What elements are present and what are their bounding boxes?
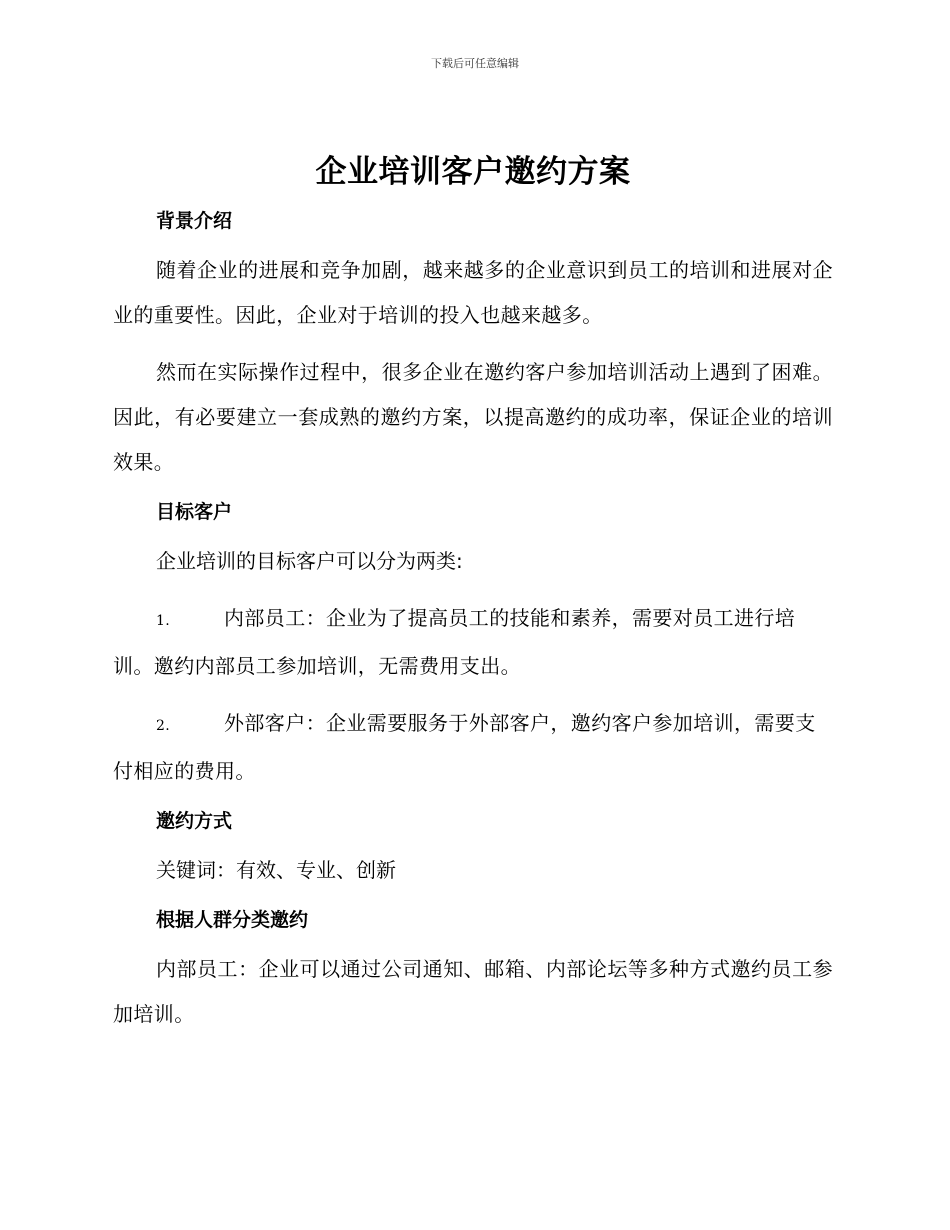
document-title: 企业培训客户邀约方案 — [315, 154, 631, 190]
list-item-text: 内部员工：企业为了提高员工的技能和素养，需要对员工进行培训。邀约内部员工参加培训，无需费用支出。 — [113, 606, 796, 678]
heading-background: 背景介绍 — [156, 210, 233, 232]
list-item — [113, 701, 833, 794]
paragraph-background-2: 然而在实际操作过程中，很多企业在邀约客户参加培训活动上遇到了困难。因此，有必要建立一套成熟的邀约方案，以提高邀约的成功率，保证企业的培训效果。 — [113, 360, 833, 474]
list-number: 1. — [156, 613, 171, 629]
paragraph-internal-staff: 内部员工：企业可以通过公司通知、邮箱、内部论坛等多种方式邀约员工参加培训。 — [113, 957, 833, 1026]
heading-invite-method: 邀约方式 — [156, 810, 233, 832]
list-item — [113, 596, 833, 689]
paragraph-keywords: 关键词：有效、专业、创新 — [156, 858, 396, 882]
paragraph-target-intro: 企业培训的目标客户可以分为两类: — [156, 549, 463, 573]
heading-target-customers: 目标客户 — [156, 501, 233, 523]
heading-invite-by-group: 根据人群分类邀约 — [156, 909, 309, 931]
paragraph-background-1: 随着企业的进展和竞争加剧，越来越多的企业意识到员工的培训和进展对企业的重要性。因此，企业对于培训的投入也越来越多。 — [113, 258, 833, 327]
list-number: 2. — [156, 718, 171, 734]
page-header-note: 下载后可任意编辑 — [431, 57, 519, 70]
document-body — [113, 148, 833, 1037]
list-item-text: 外部客户：企业需要服务于外部客户，邀约客户参加培训，需要支付相应的费用。 — [113, 711, 816, 783]
